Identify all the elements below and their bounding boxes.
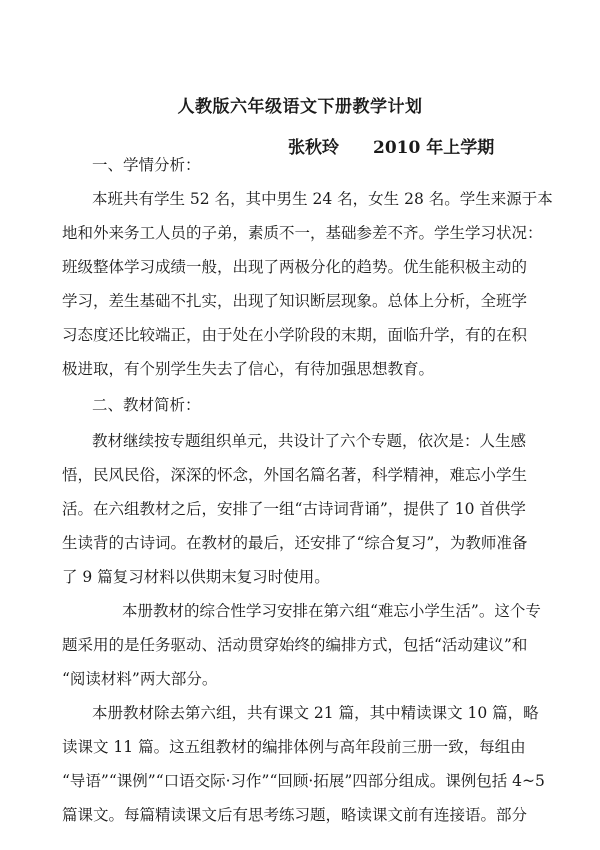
paragraph-line: 活。在六组教材之后，安排了一组“古诗词背诵”，提供了 10 首供学 [62,500,526,518]
paragraph-line: 本册教材除去第六组，共有课文 21 篇，其中精读课文 10 篇，略 [92,704,539,722]
section-heading-textbook-analysis: 二、教材简析： [92,396,201,414]
paragraph-line: “阅读材料”两大部分。 [62,670,218,688]
paragraph-line: 习态度还比较端正，由于处在小学阶段的末期，面临升学，有的在积 [62,326,528,344]
paragraph-line: “导语”“课例”“口语交际·习作”“回顾·拓展”四部分组成。课例包括 4~5 [62,772,545,790]
paragraph-line: 读课文 11 篇。这五组教材的编排体例与高年段前三册一致，每组由 [62,738,526,756]
paragraph-line: 本册教材的综合性学习安排在第六组“难忘小学生活”。这个专 [122,602,541,620]
paragraph-line: 极进取，有个别学生失去了信心，有待加强思想教育。 [62,360,435,378]
paragraph-line: 篇课文。每篇精读课文后有思考练习题，略读课文前有连接语。部分 [62,806,528,824]
paragraph-line: 教材继续按专题组织单元，共设计了六个专题，依次是：人生感 [92,432,527,450]
paragraph-line: 地和外来务工人员的子弟，素质不一，基础参差不齐。学生学习状况： [62,224,543,242]
paragraph-line: 了 9 篇复习材料以供期末复习时使用。 [62,568,330,586]
paragraph-line: 班级整体学习成绩一般，出现了两极分化的趋势。优生能积极主动的 [62,258,528,276]
paragraph-line: 学习，差生基础不扎实，出现了知识断层现象。总体上分析，全班学 [62,292,528,310]
paragraph-line: 悟，民风民俗，深深的怀念，外国名篇名著，科学精神，难忘小学生 [62,466,528,484]
document-title: 人教版六年级语文下册教学计划 [177,97,423,117]
paragraph-line: 题采用的是任务驱动、活动贯穿始终的编排方式，包括“活动建议”和 [62,636,528,654]
paragraph-line: 本班共有学生 52 名，其中男生 24 名，女生 28 名。学生来源于本 [92,190,553,208]
term-label: 2010 年上学期 [373,138,495,158]
author-name: 张秋玲 [288,138,339,158]
paragraph-line: 生读背的古诗词。在教材的最后，还安排了“综合复习”，为教师准备 [62,534,528,552]
section-heading-learning-analysis: 一、学情分析： [92,156,201,174]
